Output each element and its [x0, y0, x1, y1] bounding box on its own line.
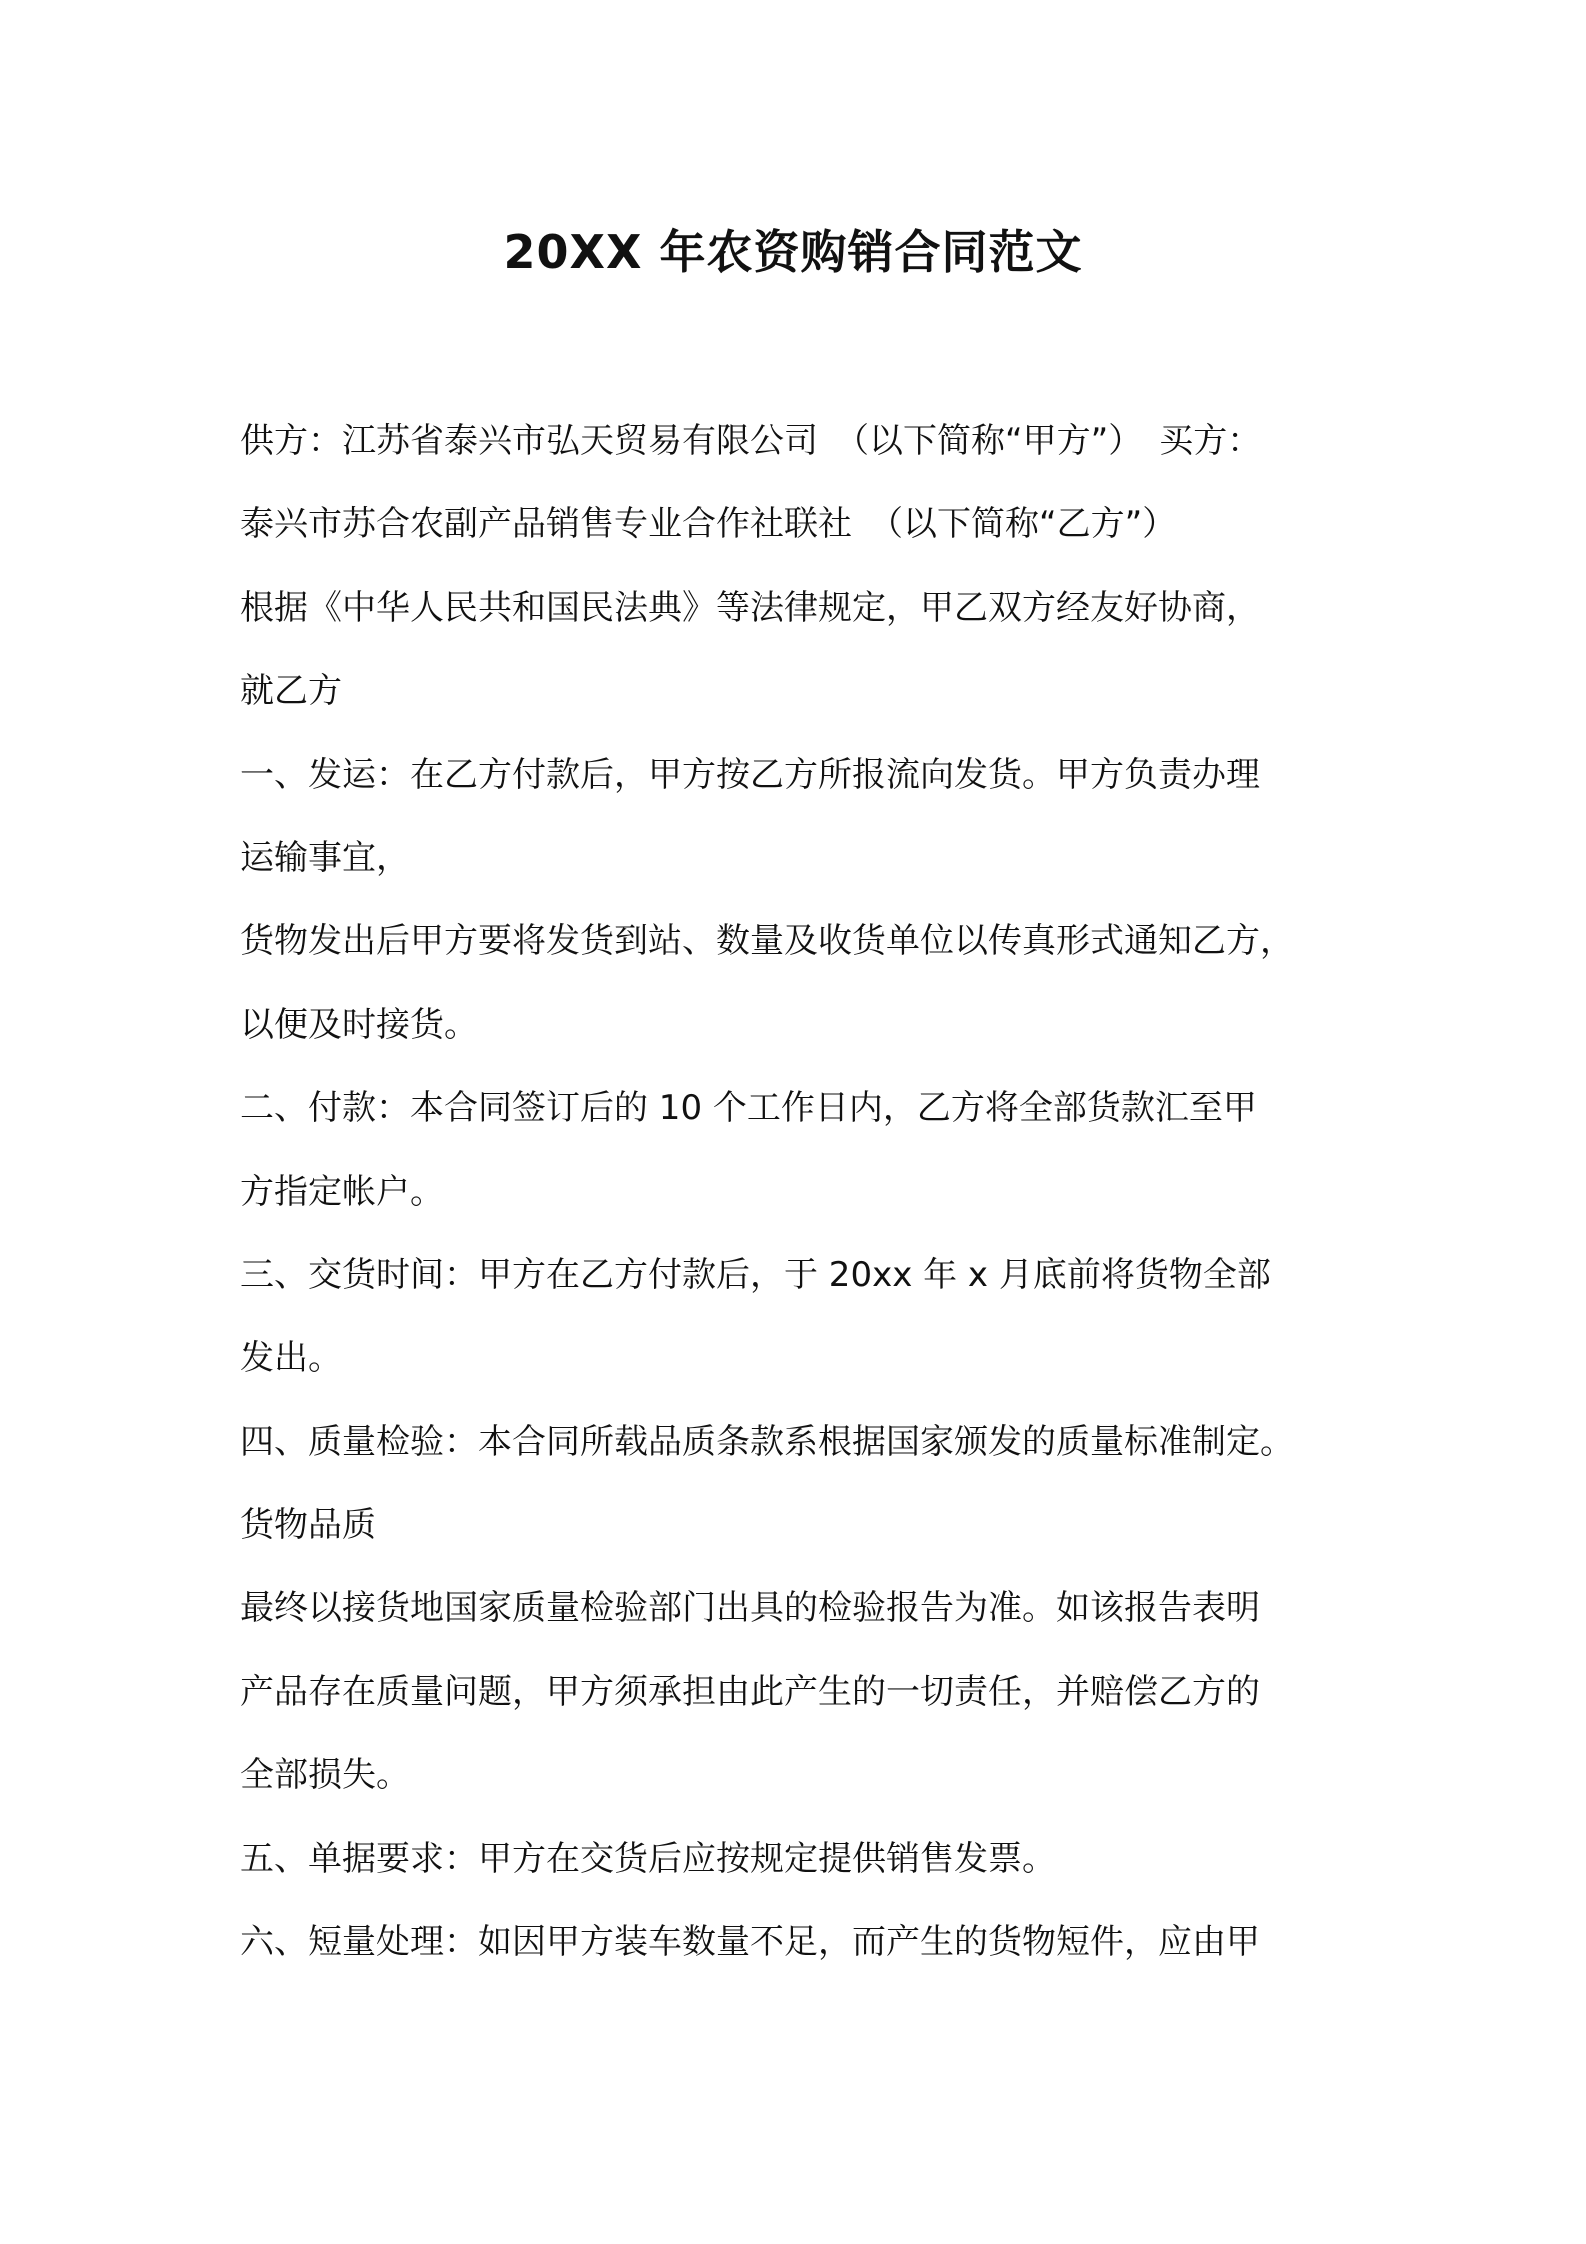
document-body — [240, 400, 1370, 1984]
paragraph-line: 最终以接货地国家质量检验部门出具的检验报告为准。如该报告表明 — [240, 1588, 1260, 1629]
paragraph-line: 运输事宜， — [240, 837, 410, 878]
paragraph-line: 供方：江苏省泰兴市弘天贸易有限公司 （以下简称“甲方”） 买方： — [240, 421, 1262, 461]
paragraph-line: 六、短量处理：如因甲方装车数量不足，而产生的货物短件，应由甲 — [240, 1922, 1260, 1963]
paragraph-line: 以便及时接货。 — [240, 1004, 478, 1045]
paragraph-line: 三、交货时间：甲方在乙方付款后，于 20xx 年 x 月底前将货物全部 — [240, 1254, 1271, 1295]
paragraph-line: 五、单据要求：甲方在交货后应按规定提供销售发票。 — [240, 1838, 1056, 1879]
paragraph-line: 货物发出后甲方要将发货到站、数量及收货单位以传真形式通知乙方， — [240, 921, 1294, 962]
paragraph-line: 根据《中华人民共和国民法典》等法律规定，甲乙双方经友好协商， — [240, 587, 1260, 628]
paragraph-line: 方指定帐户。 — [240, 1171, 444, 1212]
paragraph-line: 一、发运：在乙方付款后，甲方按乙方所报流向发货。甲方负责办理 — [240, 754, 1260, 795]
paragraph-line: 二、付款：本合同签订后的 10 个工作日内，乙方将全部货款汇至甲 — [240, 1088, 1257, 1129]
paragraph-line: 发出。 — [240, 1338, 342, 1379]
paragraph-line: 产品存在质量问题，甲方须承担由此产生的一切责任，并赔偿乙方的 — [240, 1671, 1260, 1712]
paragraph-line: 就乙方 — [240, 671, 342, 712]
paragraph-line: 全部损失。 — [240, 1755, 410, 1796]
paragraph-line: 四、质量检验：本合同所载品质条款系根据国家颁发的质量标准制定。 — [240, 1421, 1294, 1462]
paragraph-line: 货物品质 — [240, 1505, 376, 1546]
document-title: 20XX 年农资购销合同范文 — [503, 225, 1083, 279]
paragraph-line: 泰兴市苏合农副产品销售专业合作社联社 （以下简称“乙方”） — [240, 504, 1177, 545]
